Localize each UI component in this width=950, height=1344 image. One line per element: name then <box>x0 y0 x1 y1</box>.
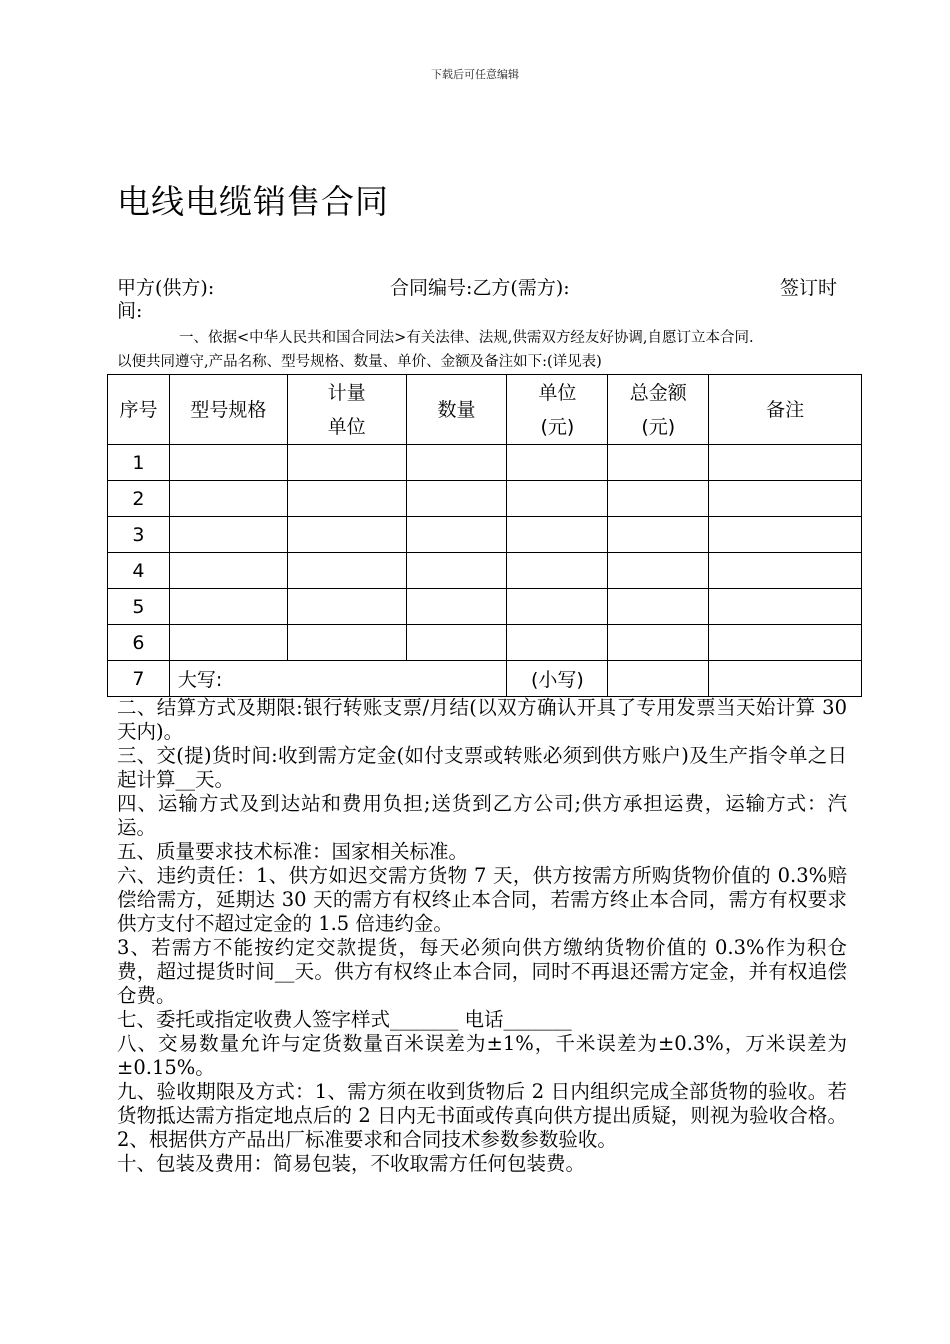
cell[interactable] <box>608 589 709 625</box>
header-total-line1: 总金额 <box>629 381 687 404</box>
cell[interactable] <box>169 481 287 517</box>
header-unit-line2: 单位 <box>327 415 366 438</box>
cell[interactable] <box>287 625 406 661</box>
cell[interactable] <box>507 553 608 589</box>
cell[interactable] <box>507 625 608 661</box>
table-row <box>108 517 862 553</box>
cell[interactable] <box>608 553 709 589</box>
row-seq: 5 <box>108 589 170 625</box>
header-note: 下载后可任意编辑 <box>431 68 519 81</box>
clause-quality: 五、质量要求技术标准：国家相关标准。 <box>117 840 469 863</box>
header-note: 备注 <box>709 375 862 445</box>
cell[interactable] <box>608 625 709 661</box>
header-seq: 序号 <box>108 375 170 445</box>
table-header-row <box>108 375 862 445</box>
cell[interactable] <box>406 517 507 553</box>
header-total-line2: (元) <box>641 415 676 438</box>
cell[interactable] <box>709 481 862 517</box>
table-row <box>108 445 862 481</box>
clause-liability-3: 3、若需方不能按约定交款提货，每天必须向供方缴纳货物价值的 0.3%作为积仓费，超过提货时间__天。供方有权终止本合同，同时不再退还需方定金，并有权追偿仓费。 <box>117 936 847 1007</box>
intro-paragraph <box>117 326 842 374</box>
clause-tolerance: 八、交易数量允许与定货数量百米误差为±1%，千米误差为±0.3%，万米误差为±0.15%。 <box>117 1032 847 1079</box>
table-row <box>108 481 862 517</box>
header-model: 型号规格 <box>169 375 287 445</box>
clause-transport: 四、运输方式及到达站和费用负担;送货到乙方公司;供方承担运费，运输方式：汽运。 <box>117 792 847 839</box>
cell[interactable] <box>406 445 507 481</box>
cell[interactable] <box>169 445 287 481</box>
cell[interactable] <box>406 553 507 589</box>
cell[interactable] <box>406 589 507 625</box>
sign-time-label: 签订时 <box>779 277 837 299</box>
cell[interactable] <box>406 481 507 517</box>
small-amount-label: (小写) <box>507 661 608 697</box>
contract-clauses <box>117 696 847 1176</box>
row-seq: 3 <box>108 517 170 553</box>
cell[interactable] <box>709 589 862 625</box>
intro-line-1: 一、依据<中华人民共和国合同法>有关法律、法规,供需双方经友好协调,自愿订立本合同. <box>179 330 754 346</box>
cell[interactable] <box>709 625 862 661</box>
cell[interactable] <box>608 481 709 517</box>
header-total <box>608 375 709 445</box>
cell[interactable] <box>709 517 862 553</box>
table-row <box>108 589 862 625</box>
table-row <box>108 553 862 589</box>
cell[interactable] <box>709 445 862 481</box>
cell[interactable] <box>507 589 608 625</box>
header-qty: 数量 <box>406 375 507 445</box>
clause-signatory: 七、委托或指定收费人签字样式_______ 电话_______ <box>117 1008 572 1031</box>
cell[interactable] <box>507 517 608 553</box>
capital-amount-label: 大写: <box>169 661 507 697</box>
intro-line-2: 以便共同遵守,产品名称、型号规格、数量、单价、金额及备注如下:(详见表) <box>117 354 602 370</box>
cell[interactable] <box>507 481 608 517</box>
cell[interactable] <box>608 517 709 553</box>
cell[interactable] <box>169 553 287 589</box>
contract-number-label: 合同编号:乙方(需方): <box>390 277 570 299</box>
row-seq: 7 <box>108 661 170 697</box>
table-total-row <box>108 661 862 697</box>
cell[interactable] <box>287 445 406 481</box>
party-a-label: 甲方(供方): <box>117 277 215 299</box>
cell[interactable] <box>709 661 862 697</box>
clause-packaging: 十、包装及费用：简易包装，不收取需方任何包装费。 <box>117 1152 586 1175</box>
header-unit <box>287 375 406 445</box>
clause-settlement: 二、结算方式及期限:银行转账支票/月结(以双方确认开具了专用发票当天始计算 30 天内)。 <box>117 696 847 743</box>
table-row <box>108 625 862 661</box>
product-table <box>107 374 862 697</box>
row-seq: 4 <box>108 553 170 589</box>
sign-time-label-cont: 间: <box>117 300 143 322</box>
clause-delivery-time: 三、交(提)货时间:收到需方定金(如付支票或转账必须到供方账户)及生产指令单之日起计算__天。 <box>117 744 847 791</box>
clause-liability: 六、违约责任：1、供方如迟交需方货物 7 天，供方按需方所购货物价值的 0.3%赔偿给需方，延期达 30 天的需方有权终止本合同，若需方终止本合同，需方有权要求供方支付不超过定金的 1.5 倍违约金。 <box>117 864 847 935</box>
cell[interactable] <box>608 445 709 481</box>
row-seq: 2 <box>108 481 170 517</box>
header-price-line1: 单位 <box>538 381 577 404</box>
cell[interactable] <box>608 661 709 697</box>
cell[interactable] <box>507 445 608 481</box>
header-price <box>507 375 608 445</box>
cell[interactable] <box>287 481 406 517</box>
header-unit-line1: 计量 <box>327 381 366 404</box>
cell[interactable] <box>406 625 507 661</box>
cell[interactable] <box>287 589 406 625</box>
cell[interactable] <box>169 589 287 625</box>
document-title: 电线电缆销售合同 <box>117 182 389 221</box>
row-seq: 1 <box>108 445 170 481</box>
cell[interactable] <box>287 553 406 589</box>
clause-acceptance: 九、验收期限及方式：1、需方须在收到货物后 2 日内组织完成全部货物的验收。若货物抵达需方指定地点后的 2 日内无书面或传真向供方提出质疑，则视为验收合格。2、根据供方产品出厂标准要求和合同技术参数参数验收。 <box>117 1080 847 1151</box>
cell[interactable] <box>287 517 406 553</box>
cell[interactable] <box>169 625 287 661</box>
header-price-line2: (元) <box>540 415 575 438</box>
cell[interactable] <box>709 553 862 589</box>
row-seq: 6 <box>108 625 170 661</box>
cell[interactable] <box>169 517 287 553</box>
